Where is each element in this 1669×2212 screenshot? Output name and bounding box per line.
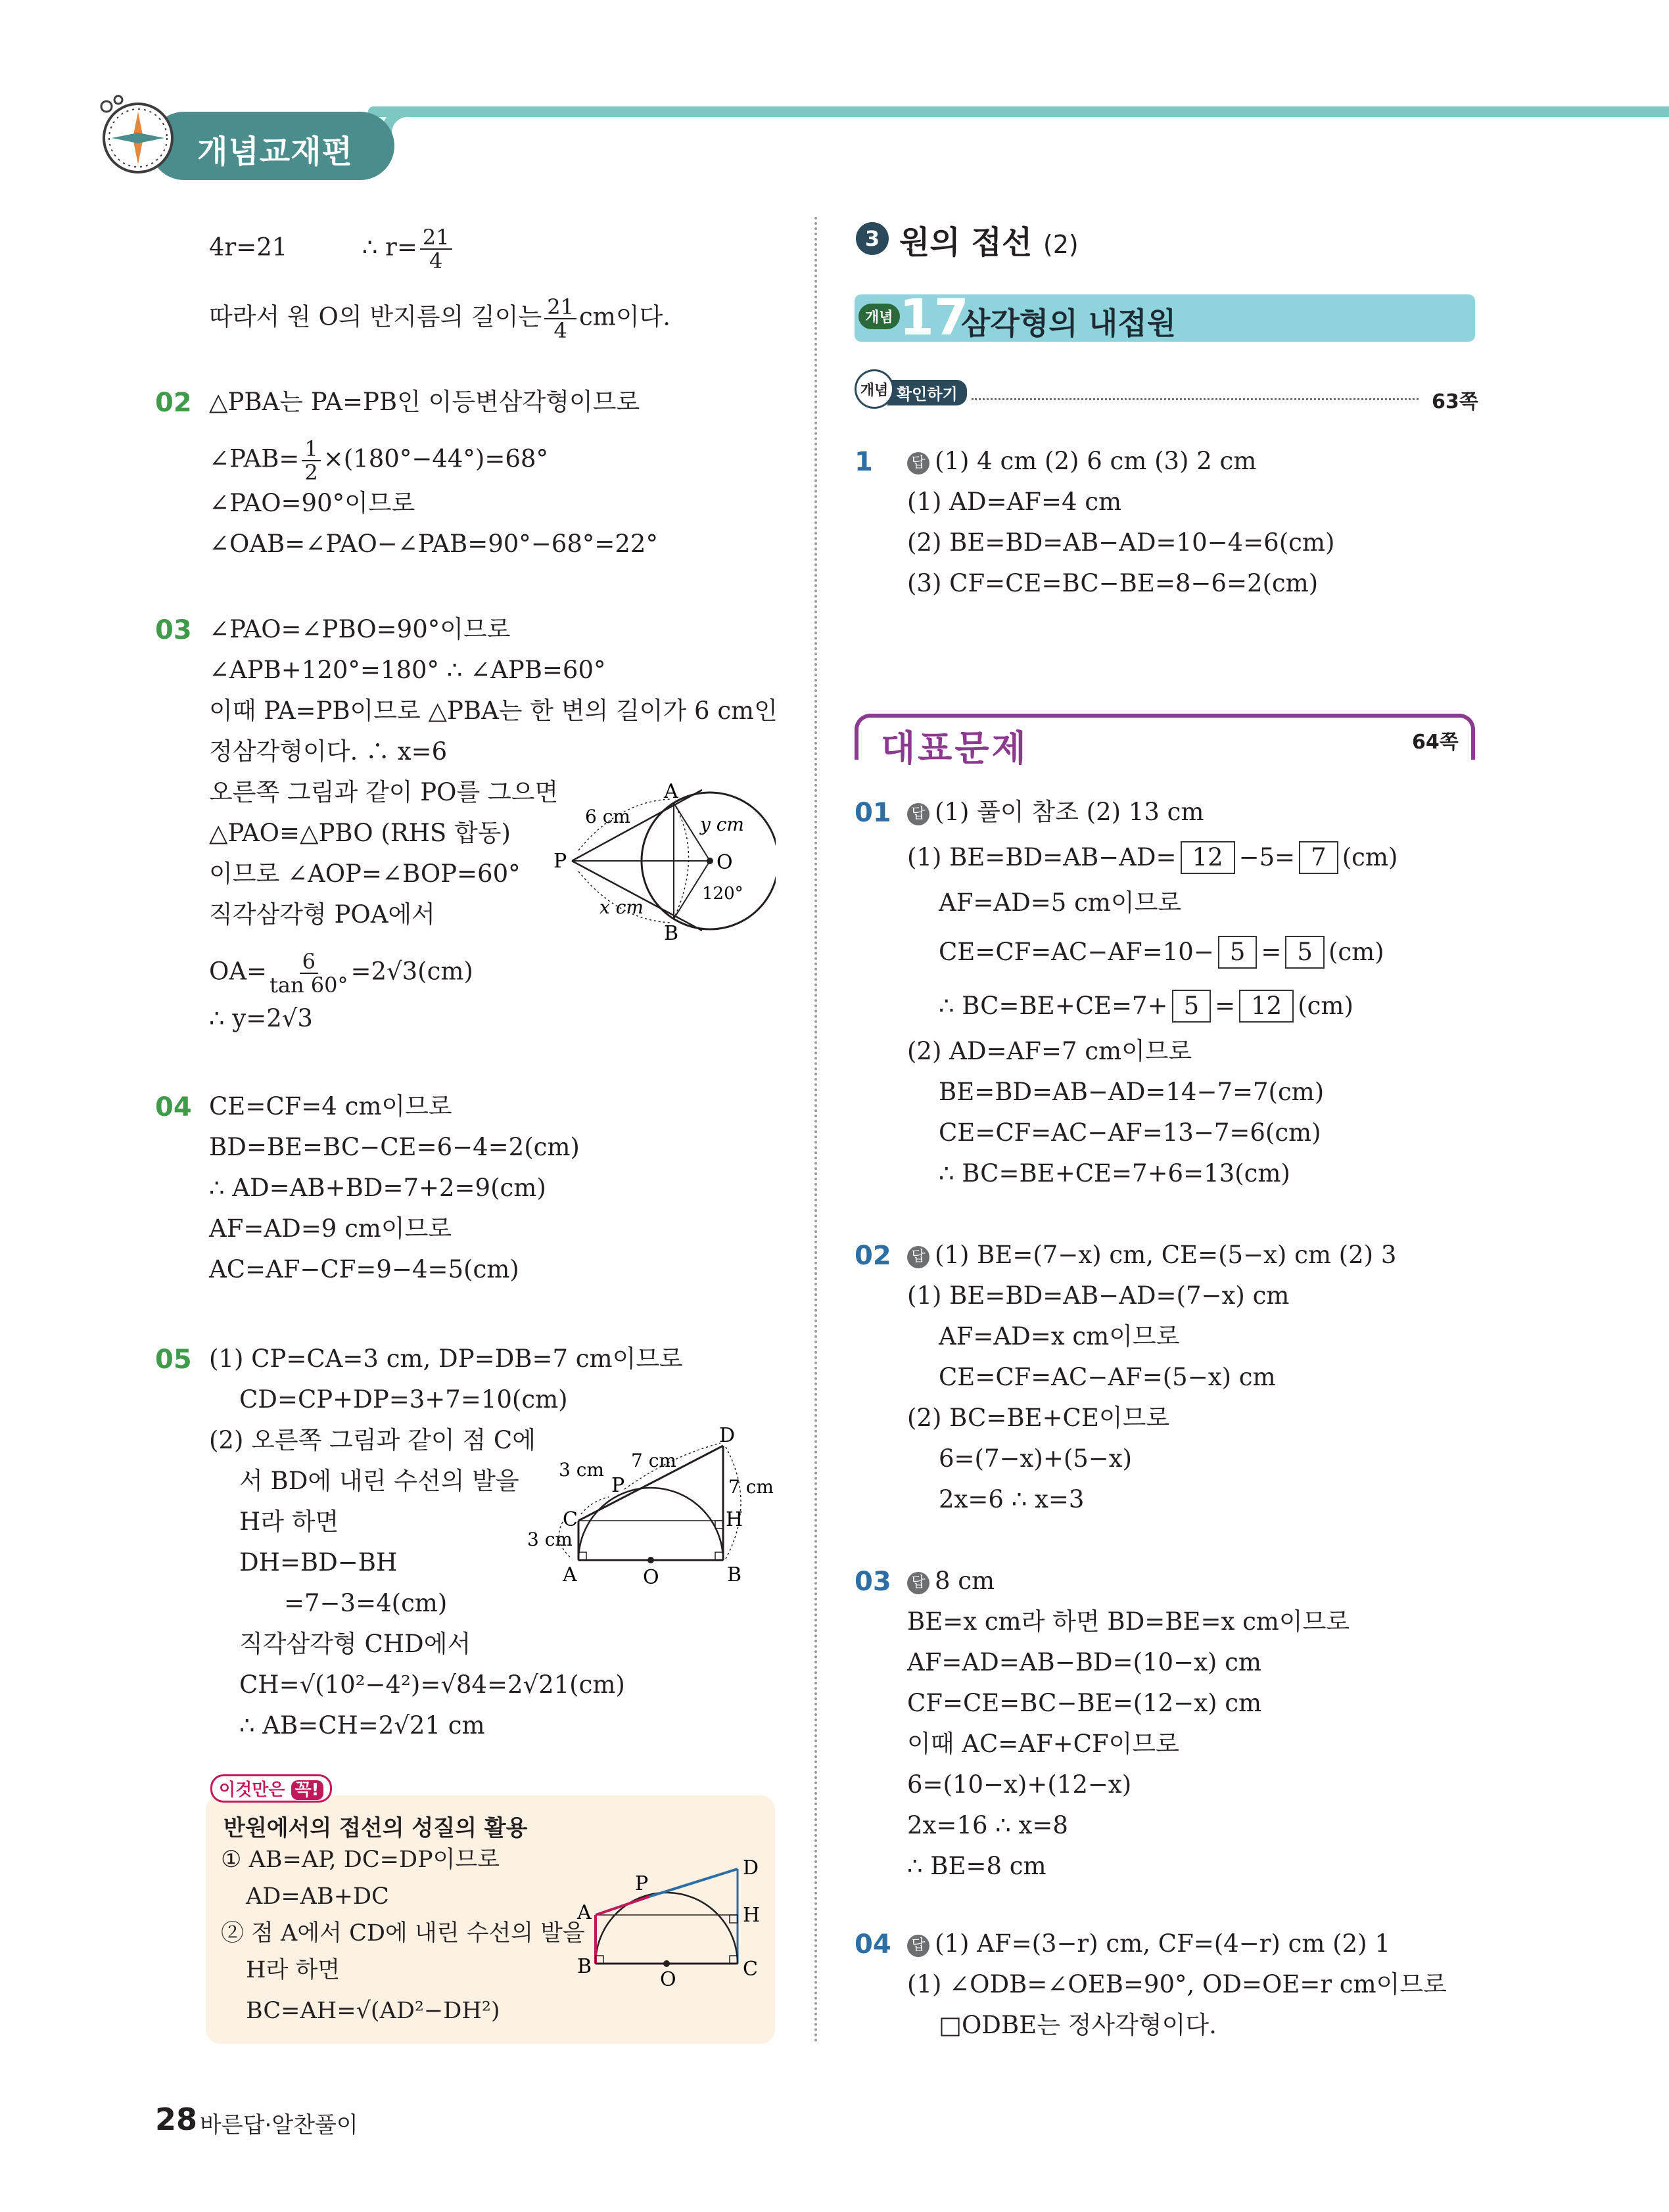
answer-box: 5 <box>1285 936 1325 969</box>
label-o: O <box>660 1968 676 1991</box>
text: 8 cm <box>935 1567 995 1595</box>
numerator: 21 <box>544 296 576 319</box>
r02-line: CE=CF=AC−AF=(5−x) cm <box>939 1363 1276 1391</box>
p04-line: CE=CF=4 cm이므로 <box>209 1092 452 1120</box>
p03-line: ∴ y=2√3 <box>209 1004 313 1032</box>
fraction <box>302 438 320 484</box>
r03-line: CF=CE=BC−BE=(12−x) cm <box>907 1689 1262 1717</box>
r01-line <box>939 990 1353 1023</box>
tip-line: H라 하면 <box>246 1957 341 1983</box>
numerator: 6 <box>300 950 318 974</box>
p02-line: △PBA는 PA=PB인 이등변삼각형이므로 <box>209 388 640 416</box>
header-band <box>368 106 1669 117</box>
tip-heading: 반원에서의 접선의 성질의 활용 <box>223 1815 528 1841</box>
problem-number: 03 <box>855 1567 891 1597</box>
problem-number: 01 <box>855 798 891 828</box>
p05-line: ∴ AB=CH=2√21 cm <box>239 1711 485 1740</box>
compass-icon <box>92 92 177 177</box>
footer-title: 바른답·알찬풀이 <box>200 2112 358 2138</box>
fraction <box>544 296 576 342</box>
p02-line: ∠OAB=∠PAO−∠PAB=90°−68°=22° <box>209 530 658 558</box>
page-reference: 63쪽 <box>1432 390 1478 413</box>
problem-number: 04 <box>855 1929 891 1960</box>
problem-number: 05 <box>155 1345 192 1375</box>
text: (cm) <box>1342 843 1398 871</box>
label-d: D <box>743 1856 759 1879</box>
page-number: 28 <box>155 2102 198 2137</box>
p03-line: 이므로 ∠AOP=∠BOP=60° <box>209 860 521 888</box>
p03-line: 정삼각형이다. ∴ x=6 <box>209 737 448 766</box>
center-point <box>663 1960 670 1967</box>
p02-line <box>209 438 548 484</box>
text: ×(180°−44°)=68° <box>323 444 548 473</box>
p04-line: AC=AF−CF=9−4=5(cm) <box>209 1255 519 1283</box>
denominator: tan 60° <box>270 973 348 998</box>
label-ycm: y cm <box>700 814 744 835</box>
label-o: O <box>643 1566 659 1589</box>
right-angle-mark <box>715 1552 723 1560</box>
segment-pd <box>649 1869 738 1897</box>
answer-icon: 답 <box>907 1935 929 1957</box>
q1-line: (1) AD=AF=4 cm <box>907 488 1122 516</box>
label-7cm: 7 cm <box>728 1476 774 1498</box>
check-circle: 개념 <box>855 369 894 409</box>
text: (cm) <box>1328 938 1384 966</box>
r01-line: AF=AD=5 cm이므로 <box>939 888 1182 917</box>
r02-line: AF=AD=x cm이므로 <box>939 1322 1180 1350</box>
r03-line: ∴ BE=8 cm <box>907 1852 1046 1880</box>
problem-number: 03 <box>155 615 192 645</box>
p05-line: =7−3=4(cm) <box>284 1589 448 1617</box>
tip-line: AD=AB+DC <box>246 1883 389 1910</box>
denominator: 2 <box>304 460 318 485</box>
text: =2√3(cm) <box>350 957 473 986</box>
text: (1) BE=(7−x) cm, CE=(5−x) cm (2) 3 <box>935 1241 1397 1269</box>
tip-line: ① AB=AP, DC=DP이므로 <box>221 1847 500 1873</box>
p03-line: ∠APB+120°=180° ∴ ∠APB=60° <box>209 656 606 684</box>
label-c: C <box>563 1508 578 1531</box>
answer-box: 12 <box>1181 841 1235 874</box>
answer-icon: 답 <box>907 1246 929 1268</box>
answer-box: 7 <box>1299 841 1338 874</box>
p05-line: 서 BD에 내린 수선의 발을 <box>239 1467 519 1495</box>
r02-line: 2x=6 ∴ x=3 <box>939 1485 1085 1513</box>
text: ∠PAB= <box>209 444 300 473</box>
label-3cm: 3 cm <box>559 1459 604 1481</box>
q1-answer <box>907 446 1256 477</box>
answer-icon: 답 <box>907 452 929 474</box>
label-o: O <box>717 851 733 874</box>
label-a: A <box>577 1901 592 1924</box>
text: = <box>1215 992 1236 1020</box>
r03-answer <box>907 1565 995 1597</box>
p04-line: ∴ AD=AB+BD=7+2=9(cm) <box>209 1174 546 1202</box>
p05-line: 직각삼각형 CHD에서 <box>239 1630 471 1658</box>
text: (cm) <box>1298 992 1353 1020</box>
text: CE=CF=AC−AF=10− <box>939 938 1214 966</box>
p03-line: 직각삼각형 POA에서 <box>209 900 435 929</box>
q1-line: (2) BE=BD=AB−AD=10−4=6(cm) <box>907 528 1335 557</box>
label-h: H <box>743 1904 761 1927</box>
denominator: 4 <box>429 248 443 273</box>
section-number: 3 <box>856 222 889 255</box>
p03-line: △PAO≡△PBO (RHS 합동) <box>209 819 511 847</box>
r04-answer <box>907 1928 1390 1960</box>
numerator: 1 <box>302 438 320 461</box>
label-b: B <box>664 922 679 945</box>
answer-box: 5 <box>1218 936 1258 969</box>
figure-semicircle-trapezoid <box>526 1423 789 1594</box>
problem-number: 02 <box>855 1241 891 1271</box>
p05-line: (2) 오른쪽 그림과 같이 점 C에 <box>209 1426 536 1454</box>
p03-line: 오른쪽 그림과 같이 PO를 그으면 <box>209 778 559 806</box>
label-xcm: x cm <box>599 896 644 918</box>
label-c: C <box>743 1958 758 1981</box>
p05-line: CD=CP+DP=3+7=10(cm) <box>239 1385 568 1414</box>
tip-line: BC=AH=√(AD²−DH²) <box>246 1998 500 2024</box>
p05-line: H라 하면 <box>239 1508 339 1536</box>
numerator: 21 <box>420 226 452 250</box>
r01-line: ∴ BC=BE+CE=7+6=13(cm) <box>939 1159 1290 1187</box>
right-angle-mark <box>715 1521 723 1529</box>
representative-title: 대표문제 <box>881 727 1029 769</box>
text: (2) <box>1043 230 1079 259</box>
label-b: B <box>577 1955 592 1978</box>
r04-line: (1) ∠ODB=∠OEB=90°, OD=OE=r cm이므로 <box>907 1970 1447 1998</box>
semicircle-shape <box>596 1893 738 1964</box>
concept-badge: 개념 <box>858 304 900 329</box>
segment-ap <box>596 1897 649 1915</box>
r01-line: CE=CF=AC−AF=13−7=6(cm) <box>939 1118 1321 1147</box>
label-b: B <box>727 1563 742 1586</box>
answer-box: 5 <box>1172 990 1211 1023</box>
section-title <box>899 217 1079 262</box>
right-angle-mark <box>730 1956 738 1964</box>
text: ∴ BC=BE+CE=7+ <box>939 992 1168 1020</box>
page-reference: 64쪽 <box>1412 731 1459 754</box>
fraction <box>420 226 452 272</box>
answer-icon: 답 <box>907 1572 929 1594</box>
right-angle-mark <box>730 1915 738 1923</box>
problem-number: 04 <box>155 1092 192 1122</box>
label-a: A <box>563 1563 577 1586</box>
text: (1) 4 cm (2) 6 cm (3) 2 cm <box>935 447 1257 475</box>
text: (1) AF=(3−r) cm, CF=(4−r) cm (2) 1 <box>935 1929 1390 1958</box>
text: = <box>1261 938 1282 966</box>
p05-line: CH=√(10²−4²)=√84=2√21(cm) <box>239 1671 625 1699</box>
answer-box: 12 <box>1239 990 1294 1023</box>
p03-line <box>209 950 473 996</box>
problem-number: 02 <box>155 388 192 418</box>
q1-line: (3) CF=CE=BC−BE=8−6=2(cm) <box>907 569 1319 597</box>
label-angle: 120° <box>702 884 743 904</box>
text: 원의 접선 <box>899 224 1033 261</box>
center-point <box>707 858 713 864</box>
r03-line: AF=AD=AB−BD=(10−x) cm <box>907 1648 1261 1676</box>
r03-line: 2x=16 ∴ x=8 <box>907 1811 1068 1839</box>
text: 이것만은 <box>219 1780 285 1800</box>
right-angle-mark <box>578 1552 586 1560</box>
column-divider <box>814 217 817 2044</box>
label-p: P <box>553 850 567 873</box>
semicircle-shape <box>578 1488 723 1560</box>
r03-line: BE=x cm라 하면 BD=BE=x cm이므로 <box>907 1607 1350 1636</box>
label-p: P <box>611 1474 625 1497</box>
check-pill: 확인하기 <box>887 380 967 405</box>
label-d: D <box>719 1424 736 1447</box>
label-p: P <box>635 1872 649 1895</box>
r01-line: BE=BD=AB−AD=14−7=7(cm) <box>939 1078 1325 1106</box>
figure-tangent-circle <box>552 782 776 946</box>
figure-tip <box>565 1847 776 2004</box>
p02-line: ∠PAO=90°이므로 <box>209 489 415 517</box>
r01-line <box>939 936 1384 969</box>
fraction <box>270 950 348 996</box>
concept-title: 삼각형의 내접원 <box>961 306 1177 341</box>
header-label: 개념교재편 <box>197 133 353 170</box>
p03-line: 이때 PA=PB이므로 △PBA는 한 변의 길이가 6 cm인 <box>209 697 778 725</box>
text: ∴ r= <box>362 233 417 262</box>
label-a: A <box>664 782 678 803</box>
text: −5= <box>1238 843 1296 871</box>
dotted-leader <box>972 398 1419 400</box>
label-3cm: 3 cm <box>527 1529 573 1550</box>
answer-icon: 답 <box>907 803 929 825</box>
r02-line: (2) BC=BE+CE이므로 <box>907 1404 1170 1432</box>
text: (1) 풀이 참조 (2) 13 cm <box>935 798 1204 826</box>
concept-number: 17 <box>899 288 969 346</box>
r01-line: (2) AD=AF=7 cm이므로 <box>907 1037 1192 1065</box>
r03-line: 이때 AC=AF+CF이므로 <box>907 1730 1179 1758</box>
text: 4r=21 <box>209 233 288 262</box>
r01-answer <box>907 796 1204 828</box>
p03-line: ∠PAO=∠PBO=90°이므로 <box>209 615 511 643</box>
text: 꼭! <box>291 1780 323 1800</box>
r04-line: □ODBE는 정사각형이다. <box>939 2011 1217 2039</box>
p04-line: BD=BE=BC−CE=6−4=2(cm) <box>209 1133 580 1161</box>
dotted-arc <box>726 1447 741 1559</box>
text: OA= <box>209 957 268 986</box>
p05-line: DH=BD−BH <box>239 1548 398 1577</box>
p04-line: AF=AD=9 cm이므로 <box>209 1214 452 1243</box>
r02-line: (1) BE=BD=AB−AD=(7−x) cm <box>907 1281 1290 1310</box>
p05-line: (1) CP=CA=3 cm, DP=DB=7 cm이므로 <box>209 1345 683 1373</box>
tip-line: ② 점 A에서 CD에 내린 수선의 발을 <box>221 1920 585 1947</box>
problem-number: 1 <box>855 447 873 477</box>
r03-line: 6=(10−x)+(12−x) <box>907 1770 1132 1799</box>
tangent-line <box>572 861 702 931</box>
label-h: H <box>726 1508 743 1531</box>
intro-line-2 <box>209 296 670 342</box>
tip-badge <box>210 1774 332 1803</box>
center-point <box>647 1557 654 1563</box>
denominator: 4 <box>553 318 567 343</box>
text: (1) BE=BD=AB−AD= <box>907 843 1177 871</box>
r01-line <box>907 841 1398 874</box>
intro-line-1 <box>209 226 455 272</box>
text: 따라서 원 O의 반지름의 길이는 <box>209 302 542 331</box>
label-6cm: 6 cm <box>585 806 630 827</box>
r02-answer <box>907 1239 1396 1271</box>
text: cm이다. <box>579 302 671 331</box>
label-7cm: 7 cm <box>631 1450 676 1471</box>
r02-line: 6=(7−x)+(5−x) <box>939 1444 1133 1473</box>
